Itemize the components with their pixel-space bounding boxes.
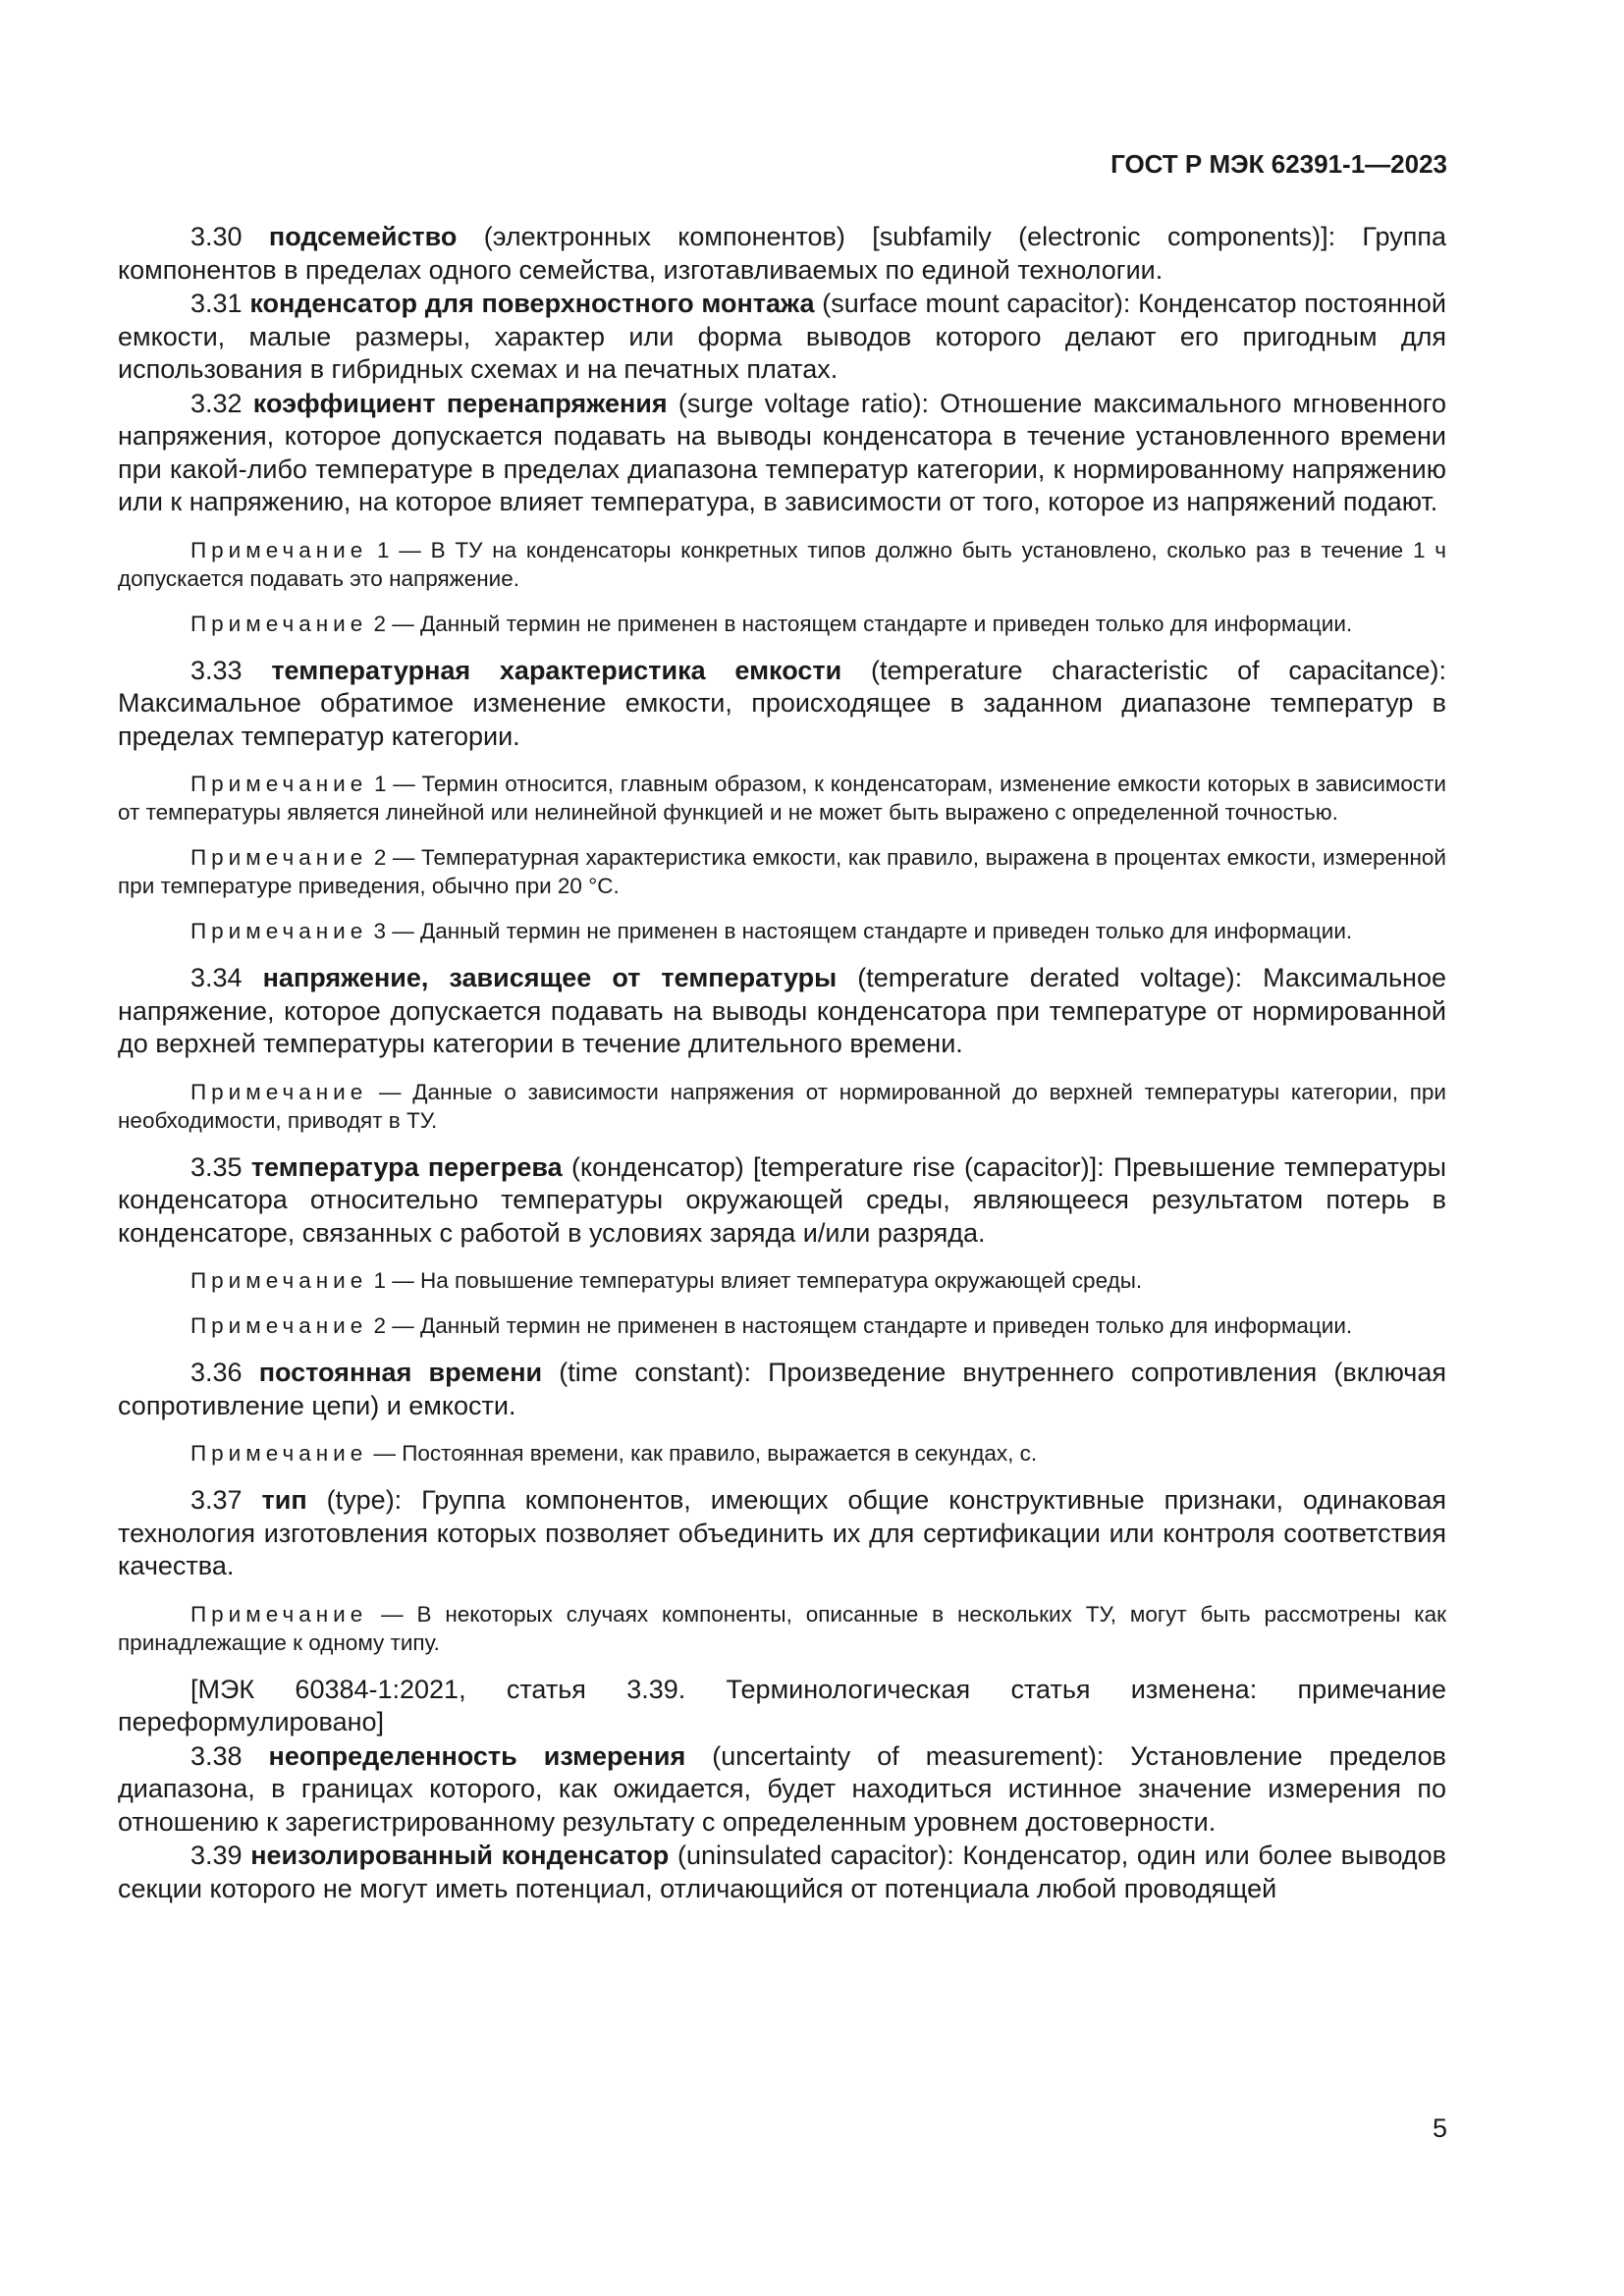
entry-3-35 — [118, 1151, 1446, 1251]
note-label: Примечание — [190, 1268, 368, 1293]
entry-definition: (uncertainty of measurement): Установление пределов диапазона, в границах которого, как ожидается, будет находиться истинное значение измерения по отношению к зарегистрированному результату с определенным уровнем достоверности. — [118, 1740, 1446, 1837]
note-label: Примечание — [190, 772, 368, 796]
entry-term: подсемейство — [268, 222, 458, 251]
entry-3-37 — [118, 1484, 1446, 1583]
entry-3-38 — [118, 1740, 1446, 1840]
entry-3-32 — [118, 388, 1446, 519]
entry-term: конденсатор для поверхностного монтажа — [249, 289, 815, 318]
note — [118, 1078, 1446, 1135]
document-header: ГОСТ Р МЭК 62391-1—2023 — [1110, 149, 1447, 179]
entry-term: тип — [261, 1485, 307, 1515]
entry-definition: (surge voltage ratio): Отношение максимального мгновенного напряжения, которое допускается подавать на выводы конденсатора в течение установленного времени при какой-либо температуре в пределах диапазона температур категории, к нормированному напряжению или к напряжению, на которое влияет температура, в зависимости от того, которое из напряжений подают. — [118, 388, 1446, 516]
note — [118, 843, 1446, 900]
note-text: 2 — Данный термин не применен в настоящем стандарте и приведен только для информации. — [367, 611, 1353, 636]
note — [118, 770, 1446, 827]
note — [118, 1439, 1446, 1468]
entry-definition: (конденсатор) [temperature rise (capacitor)]: Превышение температуры конденсатора относительно температуры окружающей среды, являющееся результатом потерь в конденсаторе, связанных с работой в условиях заряда и/или разряда. — [118, 1151, 1446, 1248]
note-label: Примечание — [190, 1601, 368, 1627]
note — [118, 1266, 1446, 1295]
note-label: Примечание — [190, 1441, 368, 1466]
note — [118, 917, 1446, 945]
entry-number: 3.36 — [190, 1358, 243, 1387]
note-text: 3 — Данный термин не применен в настоящем стандарте и приведен только для информации. — [367, 919, 1353, 943]
note-text: 2 — Температурная характеристика емкости, как правило, выражена в процентах емкости, измеренной при температуре приведения, обычно при 20 °С. — [118, 845, 1446, 898]
entry-term: неизолированный конденсатор — [250, 1841, 670, 1870]
entry-number: 3.39 — [190, 1841, 243, 1870]
entry-3-36 — [118, 1357, 1446, 1422]
note-label: Примечание — [190, 537, 368, 562]
note-text: — Данные о зависимости напряжения от нормированной до верхней температуры категории, при необходимости, приводят в ТУ. — [118, 1079, 1446, 1133]
entry-number: 3.35 — [190, 1151, 243, 1182]
page-number: 5 — [1432, 2113, 1447, 2143]
entry-definition: (surface mount capacitor): Конденсатор постоянной емкости, малые размеры, характер или форма выводов которого делают его пригодным для использования в гибридных схемах и на печатных платах. — [118, 289, 1446, 384]
note-label: Примечание — [190, 845, 368, 870]
entry-definition: (temperature characteristic of capacitance): Максимальное обратимое изменение емкости, происходящее в заданном диапазоне температур в пределах температур категории. — [118, 655, 1446, 751]
entry-3-30 — [118, 221, 1446, 287]
entry-term: постоянная времени — [258, 1358, 543, 1387]
entry-definition: (uninsulated capacitor): Конденсатор, один или более выводов секции которого не могут иметь потенциал, отличающийся от потенциала любой проводящей — [118, 1841, 1446, 1903]
entry-number: 3.38 — [190, 1740, 243, 1771]
entry-term: температура перегрева — [250, 1151, 563, 1182]
entry-number: 3.31 — [190, 289, 243, 318]
note — [118, 1311, 1446, 1340]
note-text: — Постоянная времени, как правило, выражается в секундах, с. — [367, 1441, 1038, 1466]
document-body — [118, 221, 1446, 1906]
entry-3-33 — [118, 655, 1446, 754]
entry-definition: (type): Группа компонентов, имеющих общие конструктивные признаки, одинаковая технология изготовления которых позволяет объединить их для сертификации или контроля соответствия качества. — [118, 1485, 1446, 1580]
entry-number: 3.30 — [190, 222, 243, 251]
entry-term: коэффициент перенапряжения — [252, 388, 668, 418]
note-label: Примечание — [190, 611, 368, 636]
entry-definition: (temperature derated voltage): Максимальное напряжение, которое допускается подавать на выводы конденсатора при температуре от нормированной до верхней температуры категории в течение длительного времени. — [118, 963, 1446, 1058]
entry-number: 3.33 — [190, 655, 243, 685]
note-label: Примечание — [190, 1313, 368, 1338]
entry-term: температурная характеристика емкости — [271, 655, 842, 685]
note-label: Примечание — [190, 1079, 368, 1104]
note-text: 2 — Данный термин не применен в настоящем стандарте и приведен только для информации. — [367, 1313, 1353, 1338]
entry-number: 3.32 — [190, 388, 243, 418]
entry-definition: (time constant): Произведение внутреннего сопротивления (включая сопротивление цепи) и емкости. — [118, 1358, 1446, 1420]
entry-number: 3.37 — [190, 1485, 243, 1515]
entry-number: 3.34 — [190, 963, 243, 992]
note-text: 1 — В ТУ на конденсаторы конкретных типов должно быть установлено, сколько раз в течение 1 ч допускается подавать это напряжение. — [118, 537, 1446, 591]
entry-3-34 — [118, 962, 1446, 1061]
note-label: Примечание — [190, 919, 368, 943]
entry-term: напряжение, зависящее от температуры — [262, 963, 838, 992]
note — [118, 1600, 1446, 1657]
note-text: 1 — Термин относится, главным образом, к конденсаторам, изменение емкости которых в зависимости от температуры является линейной или нелинейной функцией и не может быть выражено с определенной точностью. — [118, 772, 1446, 825]
note — [118, 536, 1446, 593]
entry-3-31 — [118, 288, 1446, 387]
entry-3-39 — [118, 1840, 1446, 1905]
source-reference: [МЭК 60384-1:2021, статья 3.39. Терминологическая статья изменена: примечание переформулировано] — [118, 1674, 1446, 1736]
note-text: 1 — На повышение температуры влияет температура окружающей среды. — [367, 1268, 1143, 1293]
note — [118, 610, 1446, 638]
entry-term: неопределенность измерения — [268, 1740, 686, 1771]
entry-definition: (электронных компонентов) [subfamily (electronic components)]: Группа компонентов в пределах одного семейства, изготавливаемых по единой технологии. — [118, 222, 1446, 285]
note-text: — В некоторых случаях компоненты, описанные в нескольких ТУ, могут быть рассмотрены как принадлежащие к одному типу. — [118, 1601, 1446, 1655]
